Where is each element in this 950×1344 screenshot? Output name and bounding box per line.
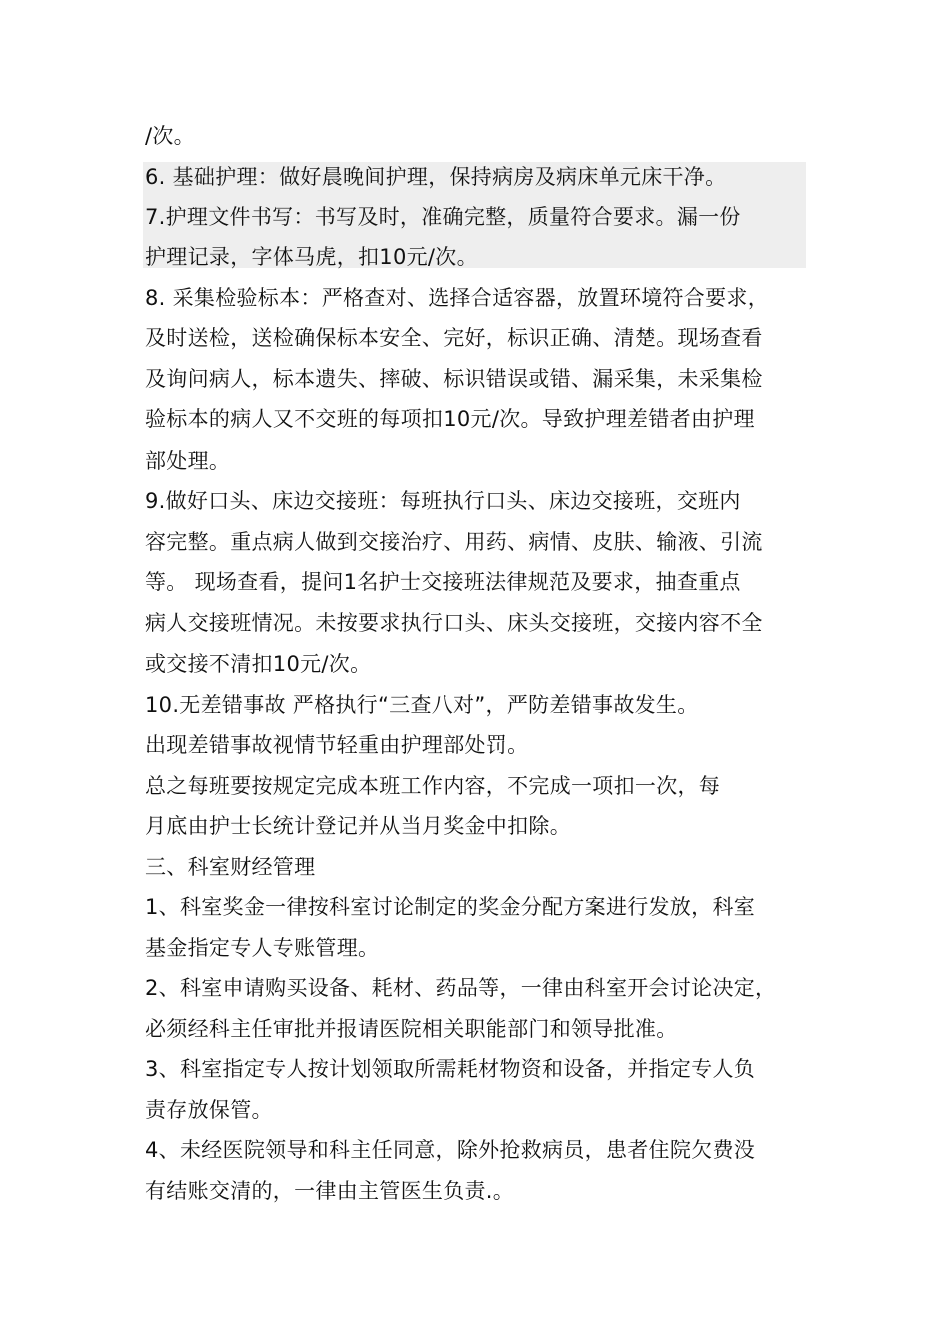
text-line: 月底由护士长统计登记并从当月奖金中扣除。 bbox=[145, 814, 571, 838]
text-line: 及时送检，送检确保标本安全、完好，标识正确、清楚。现场查看 bbox=[145, 326, 763, 350]
text-line: 容完整。重点病人做到交接治疗、用药、病情、皮肤、输液、引流 bbox=[145, 530, 763, 554]
text-line: 9.做好口头、床边交接班：每班执行口头、床边交接班，交班内 bbox=[145, 489, 741, 513]
text-line: 必须经科主任审批并报请医院相关职能部门和领导批准。 bbox=[145, 1017, 678, 1041]
text-line: 等。 现场查看，提问1名护士交接班法律规范及要求，抽查重点 bbox=[145, 570, 741, 594]
text-line: 7.护理文件书写：书写及时，准确完整，质量符合要求。漏一份 bbox=[145, 205, 741, 229]
text-line: 基金指定专人专账管理。 bbox=[145, 936, 380, 960]
text-line: 6. 基础护理：做好晨晚间护理，保持病房及病床单元床干净。 bbox=[145, 165, 727, 189]
text-line: 4、未经医院领导和科主任同意，除外抢救病员，患者住院欠费没 bbox=[145, 1138, 756, 1162]
text-line: 有结账交清的，一律由主管医生负责.。 bbox=[145, 1179, 515, 1203]
text-line: 1、科室奖金一律按科室讨论制定的奖金分配方案进行发放，科室 bbox=[145, 895, 756, 919]
text-line: 8. 采集检验标本：严格查对、选择合适容器，放置环境符合要求， bbox=[145, 286, 770, 310]
text-line: 部处理。 bbox=[145, 449, 231, 473]
text-line: 2、科室申请购买设备、耗材、药品等，一律由科室开会讨论决定， bbox=[145, 976, 777, 1000]
text-line: 3、科室指定专人按计划领取所需耗材物资和设备，并指定专人负 bbox=[145, 1057, 756, 1081]
text-line: 病人交接班情况。未按要求执行口头、床头交接班，交接内容不全 bbox=[145, 611, 763, 635]
text-line: 责存放保管。 bbox=[145, 1098, 273, 1122]
text-line: 10.无差错事故 严格执行“三查八对”，严防差错事故发生。 bbox=[145, 693, 699, 717]
text-line: /次。 bbox=[145, 124, 195, 148]
text-line: 出现差错事故视情节轻重由护理部处罚。 bbox=[145, 733, 529, 757]
text-line: 及询问病人，标本遗失、摔破、标识错误或错、漏采集，未采集检 bbox=[145, 367, 763, 391]
text-line: 总之每班要按规定完成本班工作内容，不完成一项扣一次，每 bbox=[145, 774, 721, 798]
text-line: 验标本的病人又不交班的每项扣10元/次。导致护理差错者由护理 bbox=[145, 407, 755, 431]
section-heading: 三、科室财经管理 bbox=[145, 855, 316, 879]
text-line: 或交接不清扣10元/次。 bbox=[145, 652, 372, 676]
text-line: 护理记录，字体马虎，扣10元/次。 bbox=[145, 245, 478, 269]
